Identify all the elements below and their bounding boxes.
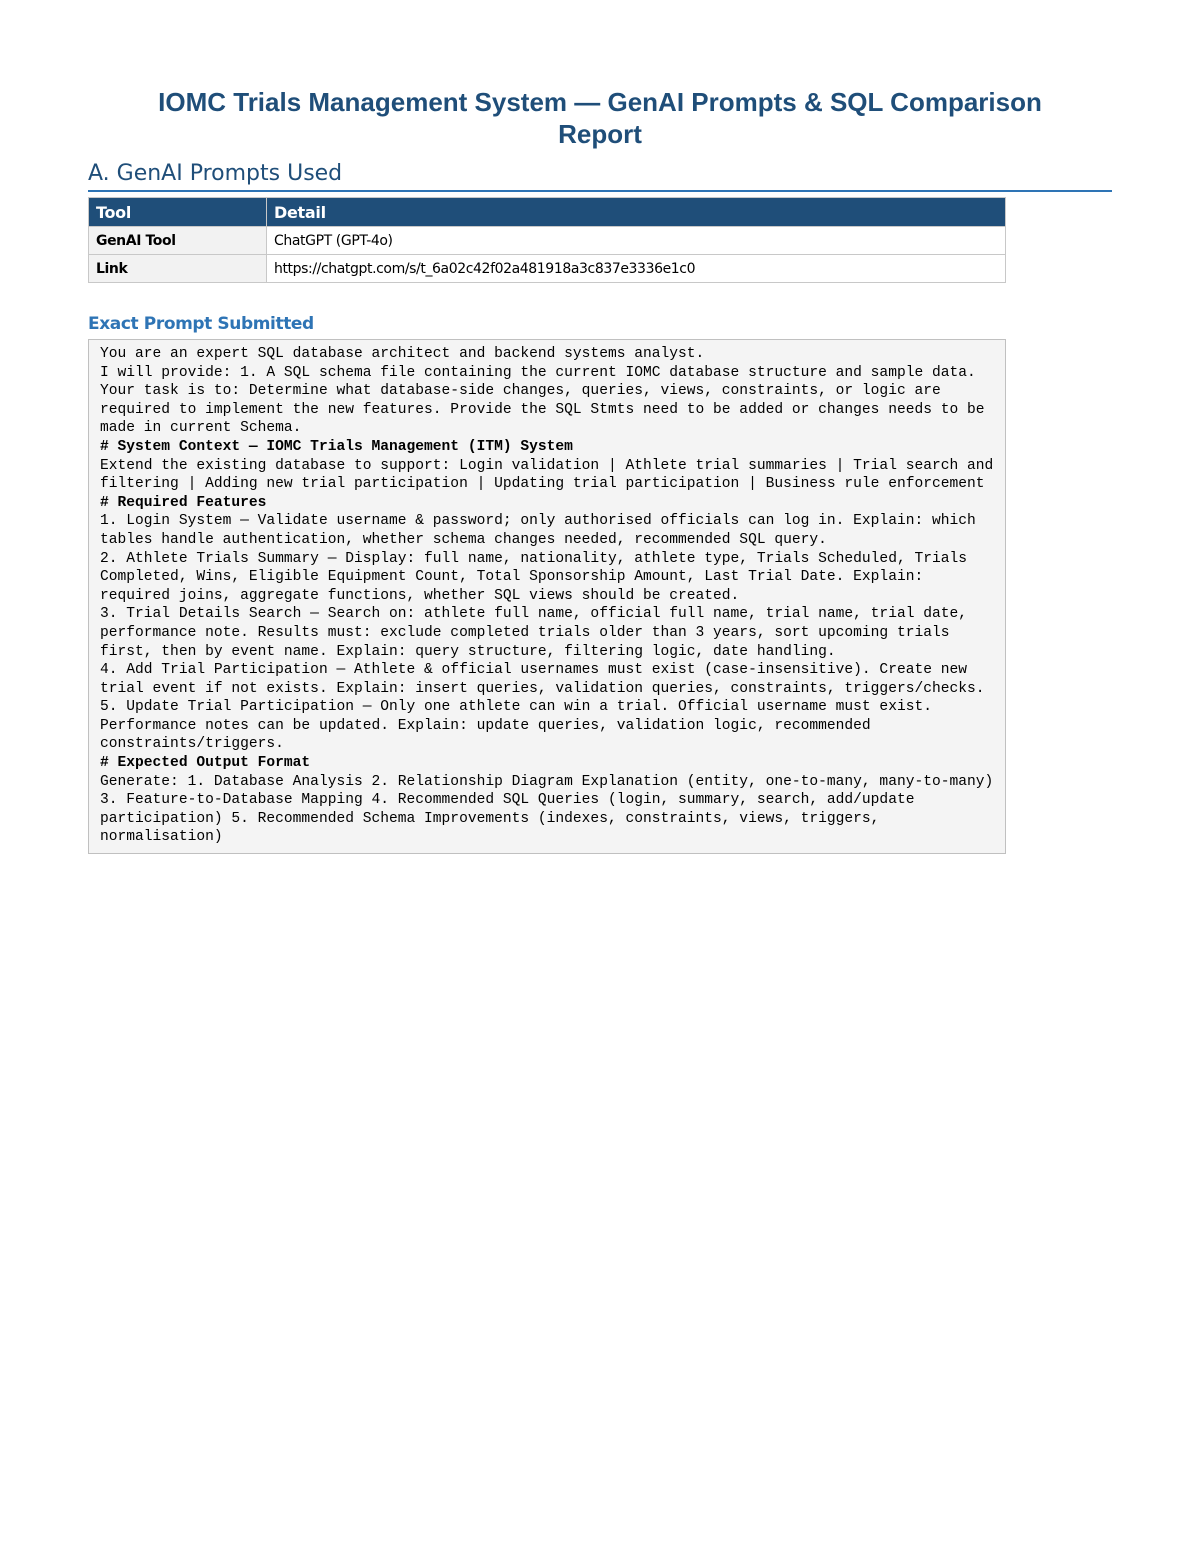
prompt-intro-line-2: I will provide: 1. A SQL schema file containing the current IOMC database structure and sample data. [100, 364, 976, 381]
prompt-feature-2: 2. Athlete Trials Summary — Display: full name, nationality, athlete type, Trials Scheduled, Trials Completed, Wins, Eligible Equipment Count, Total Sponsorship Amount, Last Trial Date. Explain: required joins, aggregate functions, whether SQL views should be created. [100, 550, 968, 604]
prompt-feature-4: 4. Add Trial Participation — Athlete & official usernames must exist (case-insensitive). Create new trial event if not exists. Explain: insert queries, validation queries, constraints, triggers/checks. [100, 662, 985, 697]
table-row [89, 227, 1006, 255]
prompt-feature-5: 5. Update Trial Participation — Only one athlete can win a trial. Official username must exist. Performance notes can be updated. Explain: update queries, validation logic, recommended constraints/triggers. [100, 699, 932, 753]
prompt-output-heading: # Expected Output Format [100, 755, 311, 772]
genai-tool-table [88, 197, 1006, 283]
prompt-context-heading: # System Context — IOMC Trials Management (ITM) System [100, 438, 573, 455]
prompt-context-text: Extend the existing database to support: Login validation | Athlete trial summaries | Trial search and filtering | Adding new trial participation | Updating trial participation | Business rule enforcement [100, 457, 994, 493]
report-page [88, 86, 1112, 854]
table-header-detail: Detail [267, 198, 1006, 227]
prompt-feature-3: 3. Trial Details Search — Search on: athlete full name, official full name, trial name, trial date, performance note. Results must: exclude completed trials older than 3 years, sort upcoming trials first, then by event name. Explain: query structure, filtering logic, date handling. [100, 606, 968, 660]
prompt-feature-1: 1. Login System — Validate username & password; only authorised officials can log in. Explain: which tables handle authentication, whether schema changes needed, recommended SQL query. [100, 513, 976, 548]
section-a-heading: A. GenAI Prompts Used [88, 160, 1112, 192]
row-label-link: Link [89, 255, 267, 283]
prompt-code-block [88, 339, 1006, 854]
prompt-features-heading: # Required Features [100, 494, 267, 511]
prompt-intro-line-3: Your task is to: Determine what database-side changes, queries, views, constraints, or logic are required to implement the new features. Provide the SQL Stmts need to be added or changes needs to be made in current Schema. [100, 383, 985, 437]
row-label-genai-tool: GenAI Tool [89, 227, 267, 255]
table-header-row [89, 198, 1006, 227]
table-row [89, 255, 1006, 283]
document-title: IOMC Trials Management System — GenAI Prompts & SQL Comparison Report [158, 87, 1042, 149]
prompt-output-text: Generate: 1. Database Analysis 2. Relationship Diagram Explanation (entity, one-to-many, many-to-many) 3. Feature-to-Database Mapping 4. Recommended SQL Queries (login, summary, search, add/update participation) 5. Recommended Schema Improvements (indexes, constraints, views, triggers, normalisation) [100, 773, 994, 846]
row-value-genai-tool: ChatGPT (GPT-4o) [267, 227, 1006, 255]
table-header-tool: Tool [89, 198, 267, 227]
prompt-subheading: Exact Prompt Submitted [88, 314, 314, 334]
prompt-intro-line-1: You are an expert SQL database architect and backend systems analyst. [100, 346, 705, 362]
row-value-link[interactable]: https://chatgpt.com/s/t_6a02c42f02a481918a3c837e3336e1c0 [267, 255, 1006, 283]
